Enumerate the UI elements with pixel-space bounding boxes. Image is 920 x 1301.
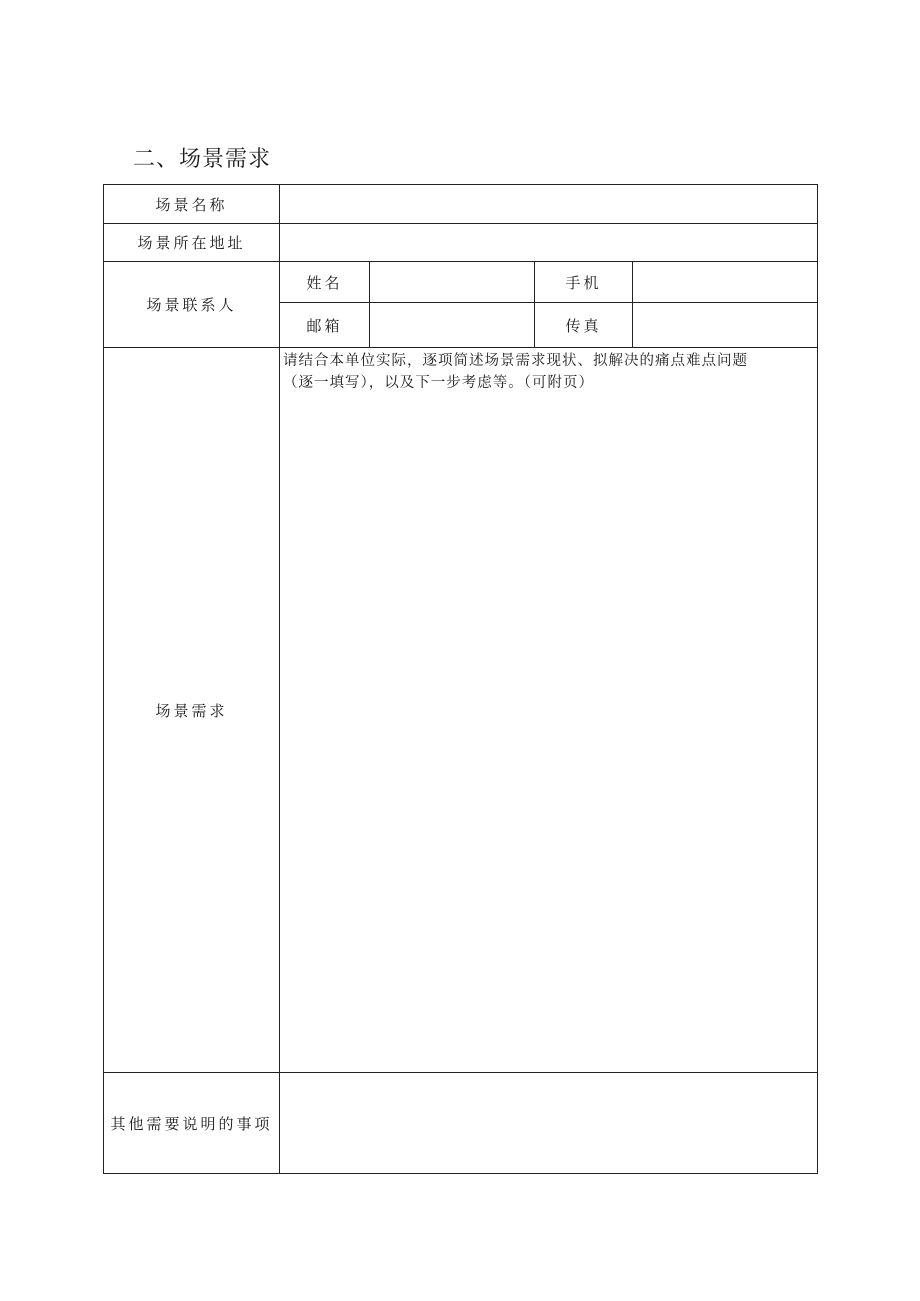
scene-name-row xyxy=(104,185,818,224)
section-title: 二、场景需求 xyxy=(133,147,272,172)
fax-field[interactable] xyxy=(633,303,818,348)
email-field[interactable] xyxy=(370,303,535,348)
mobile-field[interactable] xyxy=(633,262,818,303)
scene-address-field[interactable] xyxy=(280,224,818,262)
mobile-label: 手机 xyxy=(535,262,633,303)
scene-name-field[interactable] xyxy=(280,185,818,224)
fax-label: 传真 xyxy=(535,303,633,348)
name-field[interactable] xyxy=(370,262,535,303)
scene-address-row xyxy=(104,224,818,262)
scene-name-label: 场景名称 xyxy=(104,185,280,224)
requirement-instruction-line-1: 请结合本单位实际，逐项简述场景需求现状、拟解决的痛点难点问题 xyxy=(283,353,748,369)
contact-row-1 xyxy=(104,262,818,303)
requirement-label: 场景需求 xyxy=(104,348,280,1073)
requirement-field[interactable] xyxy=(280,348,818,1073)
requirement-row xyxy=(104,348,818,1073)
other-row xyxy=(104,1073,818,1174)
other-field[interactable] xyxy=(280,1073,818,1174)
contact-label: 场景联系人 xyxy=(104,262,280,348)
name-label: 姓名 xyxy=(280,262,370,303)
email-label: 邮箱 xyxy=(280,303,370,348)
requirement-instruction-line-2: （逐一填写），以及下一步考虑等。（可附页） xyxy=(283,375,594,391)
scene-address-label: 场景所在地址 xyxy=(104,224,280,262)
other-label: 其他需要说明的事项 xyxy=(104,1073,280,1174)
scene-requirement-form xyxy=(103,184,818,1174)
